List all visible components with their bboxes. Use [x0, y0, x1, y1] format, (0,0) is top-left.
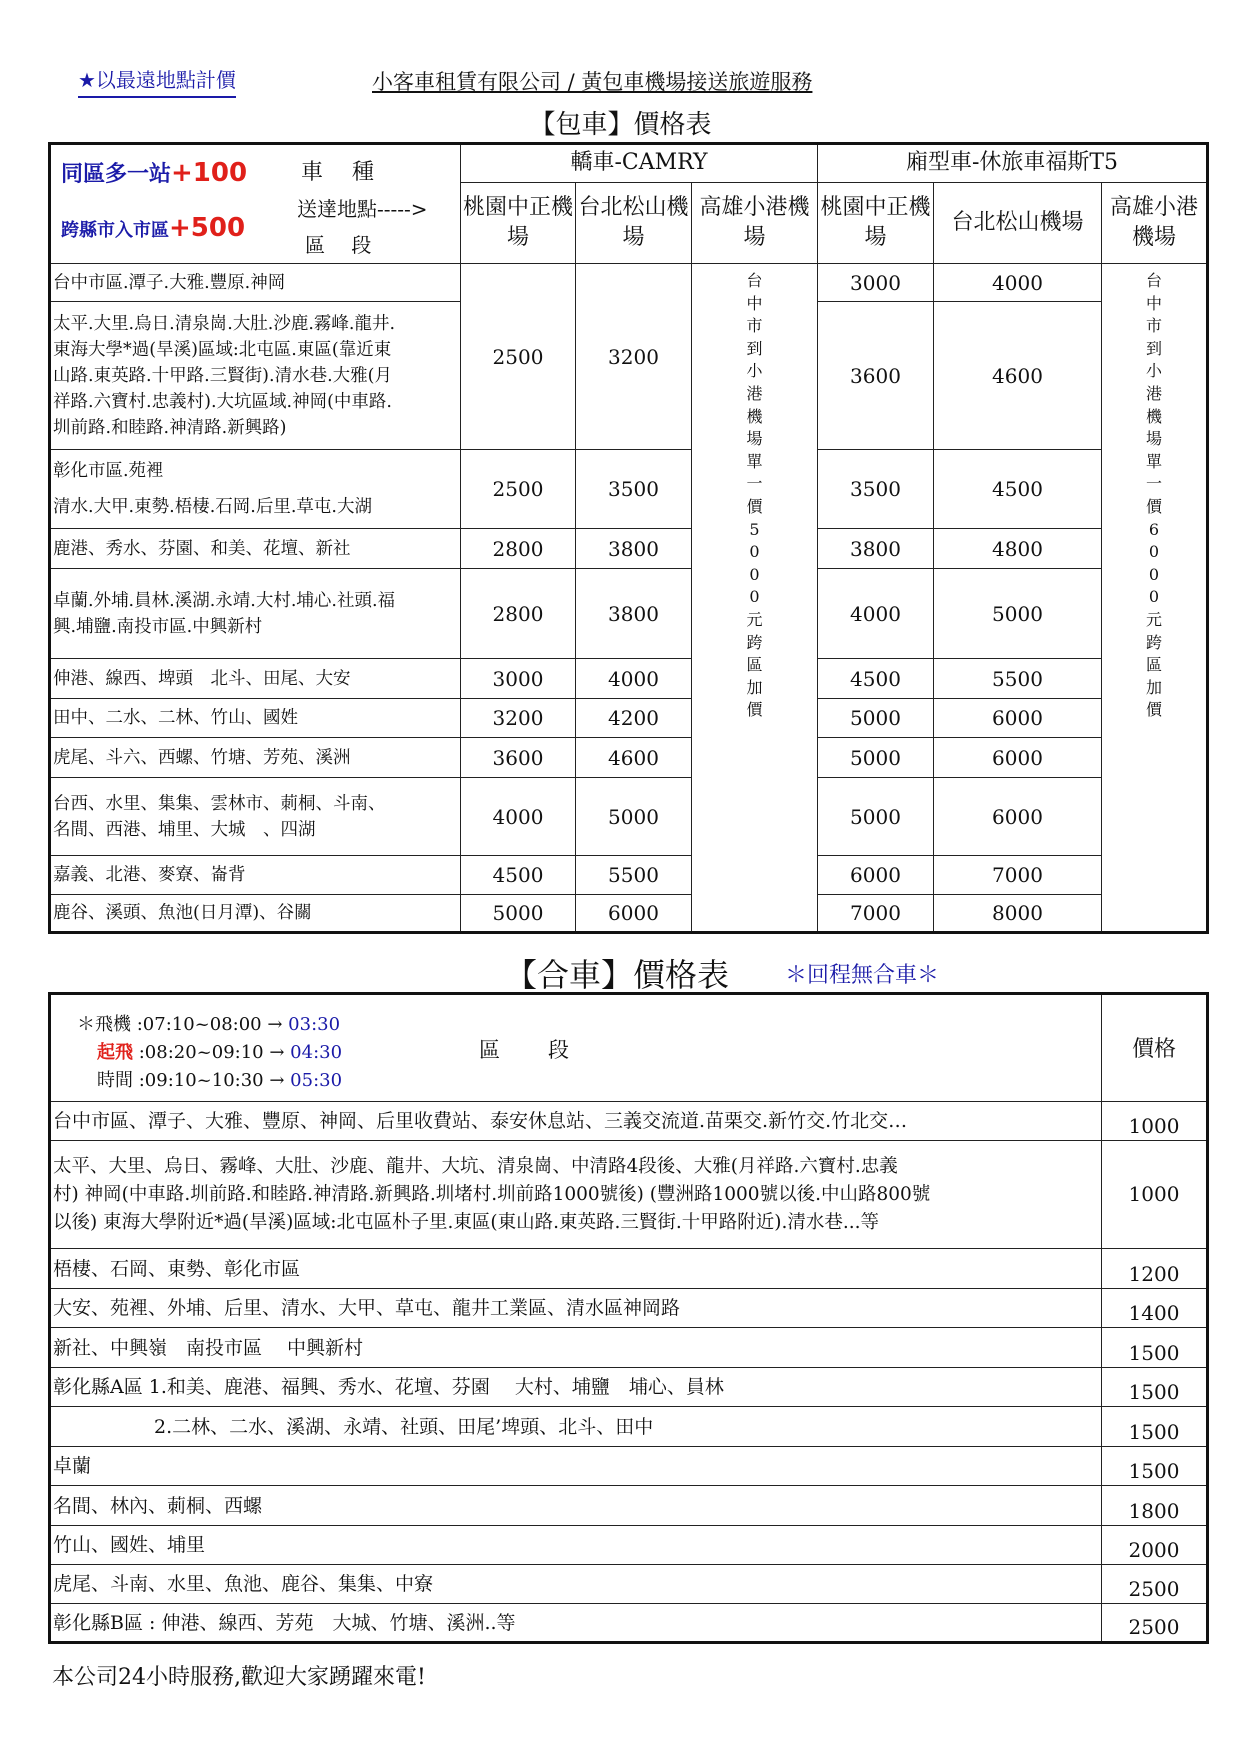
charter-price-table — [48, 142, 1209, 934]
area-cell: 虎尾、斗六、西螺、竹塘、芳苑、溪洲 — [50, 738, 461, 778]
table-row — [50, 1102, 1208, 1141]
area-cell: 彰化市區.苑裡 清水.大甲.東勢.梧棲.石岡.后里.草屯.大湖 — [50, 450, 461, 529]
price-cell: 6000 — [934, 738, 1102, 778]
shared-price-table — [48, 992, 1209, 1644]
airport-header: 桃園中正機場 — [461, 182, 576, 263]
price-cell: 5500 — [576, 856, 692, 895]
schedule-line: ＊飛機 :07:10~08:00 → 03:30 — [77, 1014, 341, 1035]
price-cell: 4000 — [934, 264, 1102, 302]
company-name: 小客車租賃有限公司 / 黃包車機場接送旅遊服務 — [372, 70, 813, 94]
price-cell: 4000 — [461, 778, 576, 856]
area-cell: 新社、中興嶺 南投市區 中興新村 — [50, 1328, 1102, 1368]
table-row — [50, 264, 1208, 302]
area-cell: 太平、大里、烏日、霧峰、大肚、沙鹿、龍井、大坑、清泉崗、中清路4段後、大雅(月祥路.六寶村.忠義 村) 神岡(中車路.圳前路.和睦路.神清路.新興路.圳堵村.圳前路1000號後) (豐洲路1000號以後.中山路800號 以後) 東海大學附近*過(旱溪)區域:北屯區朴子里.東區(東山路.東英路.三賢街.十甲路附近).清水巷...等 — [50, 1141, 1102, 1249]
sedan-header: 轎車-CAMRY — [461, 144, 818, 183]
price-cell: 5000 — [934, 569, 1102, 659]
price-cell: 4600 — [934, 302, 1102, 450]
price-cell: 2800 — [461, 529, 576, 569]
area-cell: 田中、二水、二林、竹山、國姓 — [50, 699, 461, 738]
price-cell: 2000 — [1102, 1526, 1208, 1565]
price-cell: 3200 — [576, 264, 692, 450]
area-cell: 大安、苑裡、外埔、后里、清水、大甲、草屯、龍井工業區、清水區神岡路 — [50, 1289, 1102, 1328]
price-cell: 4000 — [818, 569, 934, 659]
extra-stop-note: 同區多一站+100 — [61, 158, 248, 188]
area-cell: 鹿谷、溪頭、魚池(日月潭)、谷關 — [50, 895, 461, 933]
table-row — [50, 738, 1208, 778]
area-cell: 台中市區、潭子、大雅、豐原、神岡、后里收費站、泰安休息站、三義交流道.苗栗交.新竹交.竹北交… — [50, 1102, 1102, 1141]
price-cell: 1400 — [1102, 1289, 1208, 1328]
table-row — [50, 1328, 1208, 1368]
price-cell: 4500 — [818, 659, 934, 699]
area-cell: 彰化縣A區 1.和美、鹿港、福興、秀水、花壇、芬園 大村、埔鹽 埔心、員林 — [50, 1368, 1102, 1407]
table-row — [50, 1447, 1208, 1486]
vehicle-label: 車 種 — [301, 160, 374, 185]
area-cell: 卓蘭 — [50, 1447, 1102, 1486]
table-row — [50, 895, 1208, 933]
price-cell: 6000 — [576, 895, 692, 933]
area-cell: 梧棲、石岡、東勢、彰化市區 — [50, 1249, 1102, 1289]
area-cell: 2.二林、二水、溪湖、永靖、社頭、田尾’埤頭、北斗、田中 — [50, 1407, 1102, 1447]
price-cell: 7000 — [818, 895, 934, 933]
price-cell: 3200 — [461, 699, 576, 738]
price-cell: 4500 — [461, 856, 576, 895]
price-cell: 1500 — [1102, 1407, 1208, 1447]
destination-label: 送達地點-----> — [297, 197, 428, 221]
airport-header: 台北松山機場 — [934, 182, 1102, 263]
price-cell: 2800 — [461, 569, 576, 659]
price-cell: 1500 — [1102, 1328, 1208, 1368]
price-cell: 6000 — [934, 699, 1102, 738]
footer-note: 本公司24小時服務,歡迎大家踴躍來電! — [52, 1665, 426, 1690]
table-row — [50, 1526, 1208, 1565]
price-cell: 3800 — [576, 569, 692, 659]
price-cell: 1000 — [1102, 1141, 1208, 1249]
schedule-cell — [50, 994, 1102, 1102]
price-cell: 3500 — [576, 450, 692, 529]
schedule-line: 時間 :09:10~10:30 → 05:30 — [97, 1070, 343, 1091]
zone-header: 區 段 — [479, 1038, 571, 1062]
area-cell: 竹山、國姓、埔里 — [50, 1526, 1102, 1565]
price-cell: 5000 — [818, 738, 934, 778]
price-cell: 2500 — [461, 264, 576, 450]
price-cell: 4500 — [934, 450, 1102, 529]
price-cell: 1800 — [1102, 1486, 1208, 1526]
table-row — [50, 778, 1208, 856]
price-cell: 5000 — [461, 895, 576, 933]
price-cell: 3800 — [818, 529, 934, 569]
corner-cell — [50, 144, 461, 264]
schedule-line: 起飛 :08:20~09:10 → 04:30 — [97, 1042, 343, 1063]
table-row — [50, 1368, 1208, 1407]
price-header: 價格 — [1102, 994, 1208, 1102]
price-cell: 3000 — [461, 659, 576, 699]
area-cell: 伸港、線西、埤頭 北斗、田尾、大安 — [50, 659, 461, 699]
table-row — [50, 856, 1208, 895]
area-cell: 虎尾、斗南、水里、魚池、鹿谷、集集、中寮 — [50, 1565, 1102, 1604]
table-row — [50, 699, 1208, 738]
table-row — [50, 1565, 1208, 1604]
price-cell: 8000 — [934, 895, 1102, 933]
area-cell: 太平.大里.烏日.清泉崗.大肚.沙鹿.霧峰.龍井. 東海大學*過(旱溪)區域:北屯區.東區(靠近東 山路.東英路.十甲路.三賢街).清水巷.大雅(月 祥路.六寶村.忠義村).大坑區域.神岡(中車路. 圳前路.和睦路.神清路.新興路) — [50, 302, 461, 450]
airport-header: 台北松山機場 — [576, 182, 692, 263]
van-header: 廂型車-休旅車福斯T5 — [818, 144, 1208, 183]
price-cell: 6000 — [818, 856, 934, 895]
price-cell: 2500 — [1102, 1565, 1208, 1604]
price-cell: 3600 — [818, 302, 934, 450]
airport-header: 桃園中正機場 — [818, 182, 934, 263]
price-cell: 6000 — [934, 778, 1102, 856]
area-cell: 台西、水里、集集、雲林市、莿桐、斗南、 名間、西港、埔里、大城 、四湖 — [50, 778, 461, 856]
area-cell: 鹿港、秀水、芬園、和美、花壇、新社 — [50, 529, 461, 569]
price-cell: 2500 — [1102, 1604, 1208, 1643]
van-kaohsiung-note: 台中市到小港機場單一價6000元跨區加價 — [1102, 264, 1208, 933]
airport-header: 高雄小港機場 — [692, 182, 818, 263]
price-cell: 4000 — [576, 659, 692, 699]
area-cell: 嘉義、北港、麥寮、崙背 — [50, 856, 461, 895]
price-cell: 1000 — [1102, 1102, 1208, 1141]
price-cell: 1500 — [1102, 1447, 1208, 1486]
table-row — [50, 529, 1208, 569]
shared-title: 【合車】價格表 — [505, 956, 730, 994]
price-cell: 5000 — [576, 778, 692, 856]
area-cell: 彰化縣B區 : 伸港、線西、芳苑 大城、竹塘、溪洲..等 — [50, 1604, 1102, 1643]
table-row — [50, 450, 1208, 529]
price-cell: 5500 — [934, 659, 1102, 699]
area-cell: 台中市區.潭子.大雅.豐原.神岡 — [50, 264, 461, 302]
cross-county-note: 跨縣市入市區+500 — [61, 213, 246, 243]
table-row — [50, 569, 1208, 659]
table-row — [50, 1249, 1208, 1289]
price-cell: 3800 — [576, 529, 692, 569]
price-cell: 4200 — [576, 699, 692, 738]
price-cell: 7000 — [934, 856, 1102, 895]
price-cell: 3600 — [461, 738, 576, 778]
table-row — [50, 1289, 1208, 1328]
price-cell: 5000 — [818, 778, 934, 856]
area-cell: 卓蘭.外埔.員林.溪湖.永靖.大村.埔心.社頭.福 興.埔鹽.南投市區.中興新村 — [50, 569, 461, 659]
table-row — [50, 1141, 1208, 1249]
table-row — [50, 1407, 1208, 1447]
zone-label: 區 段 — [305, 233, 372, 257]
table-row — [50, 1486, 1208, 1526]
price-cell: 1200 — [1102, 1249, 1208, 1289]
price-cell: 5000 — [818, 699, 934, 738]
table-row — [50, 1604, 1208, 1643]
airport-header: 高雄小港機場 — [1102, 182, 1208, 263]
sedan-kaohsiung-note: 台中市到小港機場單一價5000元跨區加價 — [692, 264, 818, 933]
shared-note: ＊回程無合車＊ — [785, 963, 940, 988]
price-cell: 1500 — [1102, 1368, 1208, 1407]
price-cell: 4600 — [576, 738, 692, 778]
price-cell: 4800 — [934, 529, 1102, 569]
table-row — [50, 659, 1208, 699]
top-note: ★以最遠地點計價 — [78, 64, 236, 98]
price-cell: 2500 — [461, 450, 576, 529]
charter-title: 【包車】價格表 — [529, 110, 712, 140]
price-cell: 3500 — [818, 450, 934, 529]
price-cell: 3000 — [818, 264, 934, 302]
area-cell: 名間、林內、莿桐、西螺 — [50, 1486, 1102, 1526]
